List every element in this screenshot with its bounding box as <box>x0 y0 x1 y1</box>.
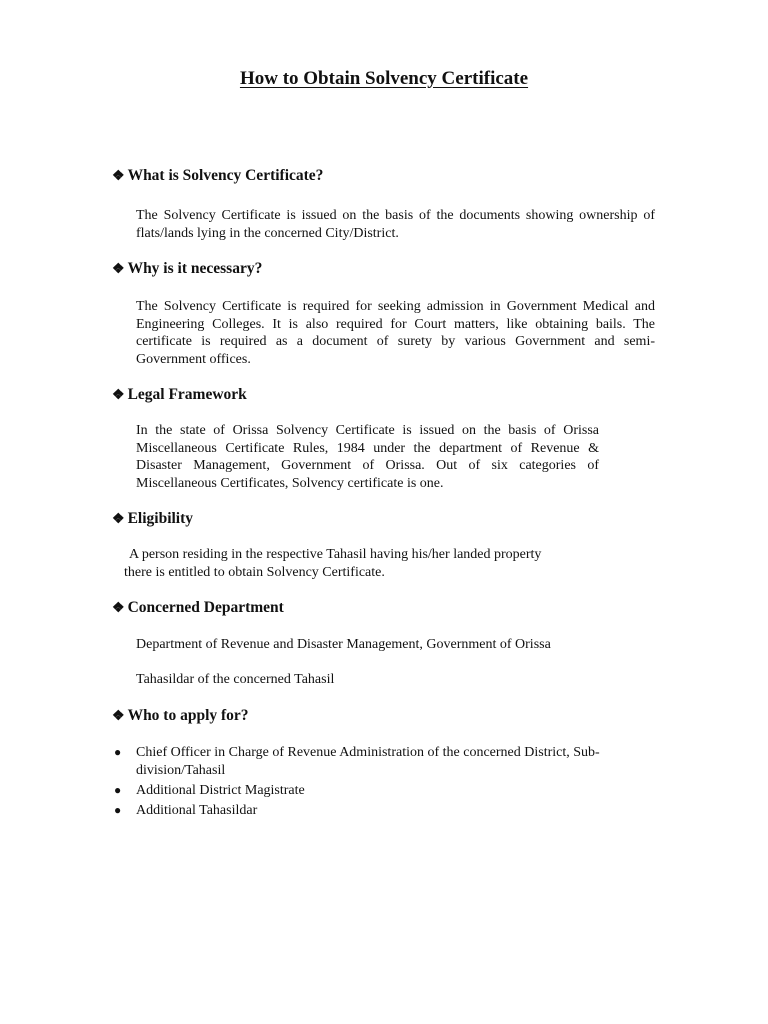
diamond-bullet-icon: ❖ <box>112 601 125 616</box>
section-body-eligibility-line2: there is entitled to obtain Solvency Certificate. <box>124 565 385 580</box>
section-body-department-line2: Tahasildar of the concerned Tahasil <box>136 672 335 687</box>
section-heading-legal <box>112 385 247 406</box>
bullet-dot-icon: ● <box>114 745 122 759</box>
diamond-bullet-icon: ❖ <box>112 262 125 277</box>
section-body-why: The Solvency Certificate is required for seeking admission in Government Medical and Engineering Colleges. It is also required for Court matters, like obtaining bails. The certificate is required as a document of surety by various Government and semi-Government offices. <box>136 299 655 367</box>
list-item-text: Additional Tahasildar <box>136 802 258 818</box>
section-heading-legal-text: Legal Framework <box>127 386 247 403</box>
section-heading-what <box>112 166 323 187</box>
section-heading-apply-text: Who to apply for? <box>127 707 249 724</box>
section-heading-apply <box>112 706 249 727</box>
section-body-department-line1: Department of Revenue and Disaster Management, Government of Orissa <box>136 637 551 652</box>
bullet-dot-icon: ● <box>114 782 122 797</box>
list-item <box>112 744 672 779</box>
section-body-legal: In the state of Orissa Solvency Certificate is issued on the basis of Orissa Miscellaneous Certificate Rules, 1984 under the department of Revenue & Disaster Management, Government of Orissa. Out of six categories of Miscellaneous Certificates, Solvency certificate is one. <box>136 423 599 491</box>
section-heading-eligibility <box>112 509 193 530</box>
diamond-bullet-icon: ❖ <box>112 512 125 527</box>
diamond-bullet-icon: ❖ <box>112 388 125 403</box>
bullet-dot-icon: ● <box>114 802 122 817</box>
list-item-text: Additional District Magistrate <box>136 782 305 798</box>
section-heading-department <box>112 598 284 619</box>
section-body-eligibility-line1: A person residing in the respective Tahasil having his/her landed property <box>129 547 542 562</box>
section-heading-why <box>112 259 262 280</box>
section-heading-what-text: What is Solvency Certificate? <box>127 167 324 184</box>
diamond-bullet-icon: ❖ <box>112 169 125 184</box>
page-title: How to Obtain Solvency Certificate <box>239 68 529 89</box>
diamond-bullet-icon: ❖ <box>112 709 125 724</box>
section-heading-eligibility-text: Eligibility <box>127 510 194 527</box>
list-item <box>112 782 672 800</box>
section-heading-why-text: Why is it necessary? <box>127 260 263 277</box>
section-heading-department-text: Concerned Department <box>127 599 284 616</box>
apply-list <box>112 744 672 822</box>
list-item-text: Chief Officer in Charge of Revenue Administration of the concerned District, Sub-division/Tahasil <box>136 745 600 778</box>
list-item <box>112 802 672 820</box>
section-body-what: The Solvency Certificate is issued on the basis of the documents showing ownership of flats/lands lying in the concerned City/District. <box>136 208 655 241</box>
